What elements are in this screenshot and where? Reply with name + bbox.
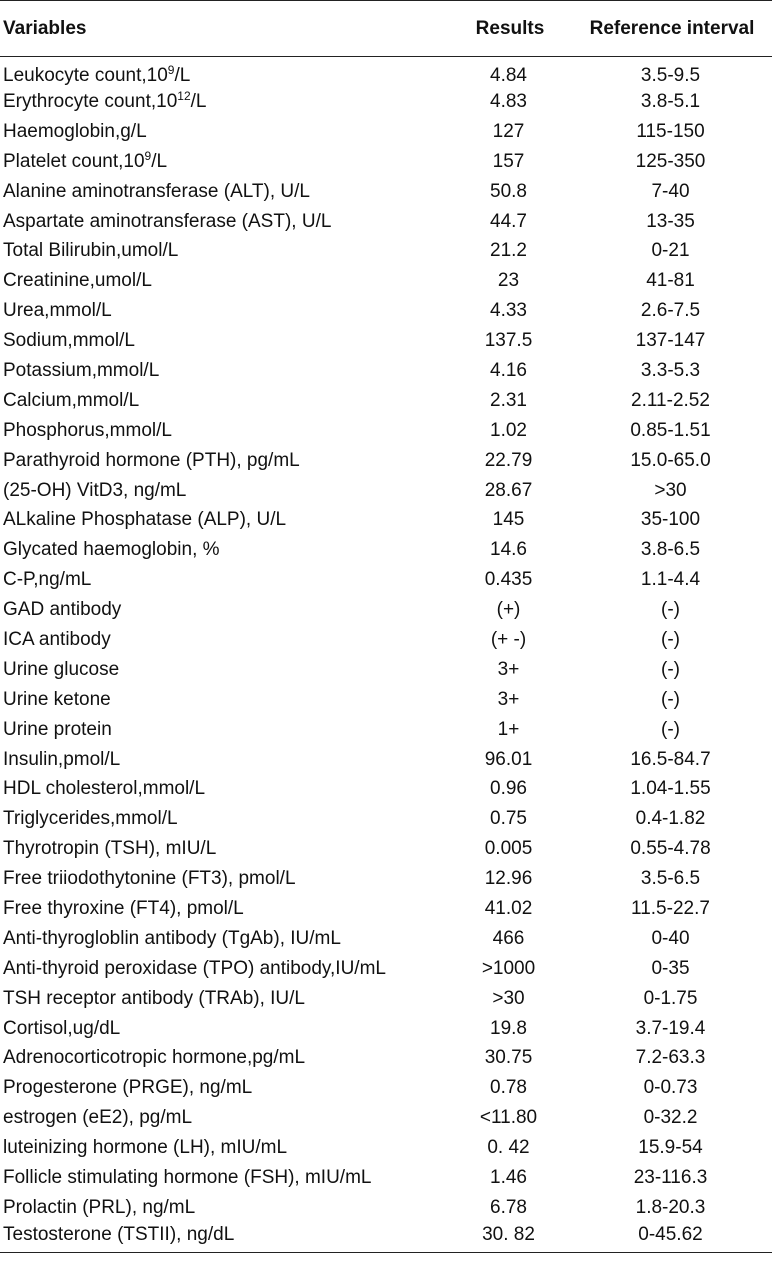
- result-cell: 1.46: [490, 1167, 527, 1188]
- variable-name: Leukocyte count,10: [3, 65, 168, 86]
- table-row: [0, 565, 772, 595]
- table-row: [0, 476, 772, 506]
- variable-cell: [0, 535, 448, 565]
- variable-cell: [0, 715, 448, 745]
- variable-name: Insulin,pmol/L: [3, 748, 121, 770]
- reference-interval-cell: 0-35: [651, 957, 690, 979]
- result-cell: >30: [492, 987, 525, 1009]
- reference-interval-cell: 15.9-54: [638, 1137, 703, 1159]
- variable-cell: [0, 1193, 448, 1223]
- variable-cell: [0, 565, 448, 595]
- variable-name: Potassium,mmol/L: [3, 359, 160, 381]
- result-cell: 14.6: [490, 539, 527, 561]
- variable-cell: [0, 236, 448, 266]
- result-cell: 127: [492, 120, 525, 142]
- reference-interval-cell: (-): [661, 628, 680, 650]
- variable-cell: [0, 984, 448, 1014]
- reference-interval-cell: 0-21: [651, 240, 690, 262]
- variable-name: Testosterone (TSTII), ng/dL: [3, 1223, 235, 1245]
- table-row: [0, 1073, 772, 1103]
- variable-name: Adrenocorticotropic hormone,pg/mL: [3, 1047, 306, 1069]
- table-row: [0, 924, 772, 954]
- result-cell: 0.78: [490, 1077, 527, 1099]
- result-cell: 41.02: [484, 897, 533, 919]
- table-row: [0, 505, 772, 535]
- unit-exponent: 9: [144, 148, 152, 163]
- result-cell: 0.75: [490, 808, 527, 830]
- variable-cell: [0, 745, 448, 775]
- variable-cell: [0, 1073, 448, 1103]
- result-cell: 2.31: [490, 389, 527, 411]
- result-cell: 0. 42: [487, 1137, 530, 1159]
- table-row: [0, 894, 772, 924]
- unit-suffix: /L: [151, 150, 168, 172]
- table-row: [0, 236, 772, 266]
- table-row: [0, 1014, 772, 1044]
- table-row: [0, 535, 772, 565]
- table-row: [0, 57, 772, 88]
- reference-interval-cell: 7-40: [651, 180, 690, 202]
- result-cell: <11.80: [479, 1107, 538, 1129]
- variable-cell: [0, 476, 448, 506]
- reference-interval-cell: 3.8-6.5: [640, 539, 701, 561]
- variable-cell: [0, 864, 448, 894]
- variable-name: Haemoglobin,g/L: [3, 120, 147, 142]
- table-row: [0, 1044, 772, 1074]
- variable-cell: [0, 207, 448, 237]
- variable-cell: [0, 356, 448, 386]
- table-row: [0, 446, 772, 476]
- reference-interval-cell: 137-147: [635, 330, 706, 352]
- reference-interval-cell: 0-45.62: [569, 1223, 772, 1253]
- variable-name: Anti-thyroid peroxidase (TPO) antibody,IU/mL: [3, 957, 386, 979]
- reference-interval-cell: 0-0.73: [643, 1077, 698, 1099]
- table-row: [0, 356, 772, 386]
- result-cell: 12.96: [484, 868, 533, 890]
- table-row: [0, 864, 772, 894]
- result-cell: 0.96: [490, 778, 527, 800]
- table-row: [0, 954, 772, 984]
- variable-cell: [0, 416, 448, 446]
- result-cell: 3+: [497, 688, 520, 710]
- result-cell: 1+: [497, 718, 520, 740]
- table-row: [0, 1133, 772, 1163]
- variable-name: Aspartate aminotransferase (AST), U/L: [3, 210, 332, 232]
- variable-cell: [0, 117, 448, 147]
- variable-name: Follicle stimulating hormone (FSH), mIU/mL: [3, 1167, 372, 1188]
- table-row: [0, 655, 772, 685]
- result-cell: (+ -): [490, 628, 527, 650]
- result-cell: 4.16: [490, 359, 527, 381]
- result-cell: 23: [497, 270, 520, 292]
- table-row: [0, 1103, 772, 1133]
- table-row: [0, 296, 772, 326]
- table-row: [0, 326, 772, 356]
- reference-interval-cell: 0.55-4.78: [630, 838, 711, 860]
- variable-name: HDL cholesterol,mmol/L: [3, 778, 206, 800]
- reference-interval-cell: 1.1-4.4: [640, 569, 701, 591]
- variable-name: Thyrotropin (TSH), mIU/L: [3, 838, 217, 860]
- table-row: [0, 984, 772, 1014]
- table-row: [0, 266, 772, 296]
- result-cell: 50.8: [490, 180, 527, 202]
- variable-cell: [0, 177, 448, 207]
- table-row: [0, 147, 772, 177]
- reference-interval-cell: 0-40: [651, 927, 690, 949]
- variable-name: Urine ketone: [3, 688, 111, 710]
- reference-interval-cell: 35-100: [640, 509, 701, 531]
- variable-cell: [0, 655, 448, 685]
- reference-interval-cell: 23-116.3: [633, 1167, 708, 1188]
- variable-cell: [0, 326, 448, 356]
- variable-name: ICA antibody: [3, 628, 111, 650]
- variable-name: estrogen (eE2), pg/mL: [3, 1107, 193, 1129]
- variable-cell: [0, 266, 448, 296]
- result-cell: 4.84: [490, 65, 527, 86]
- variable-cell: [0, 894, 448, 924]
- variable-name: Erythrocyte count,10: [3, 90, 178, 112]
- result-cell: 3+: [497, 658, 520, 680]
- table-row: [0, 774, 772, 804]
- result-cell: 4.83: [490, 90, 527, 112]
- table-row: [0, 745, 772, 775]
- variable-cell: [0, 1133, 448, 1163]
- table-row: [0, 87, 772, 117]
- unit-suffix: /L: [190, 90, 207, 112]
- table-row: [0, 1163, 772, 1193]
- variable-cell: [0, 505, 448, 535]
- table-row: [0, 177, 772, 207]
- variable-cell: [0, 87, 448, 117]
- variable-name: C-P,ng/mL: [3, 569, 92, 591]
- variable-name: Free triiodothytonine (FT3), pmol/L: [3, 868, 296, 890]
- table-row: [0, 1223, 772, 1253]
- result-cell: 30. 82: [448, 1223, 569, 1253]
- table-row: [0, 804, 772, 834]
- result-cell: 1.02: [490, 419, 527, 441]
- result-cell: 6.78: [490, 1196, 527, 1218]
- result-cell: 145: [492, 509, 525, 531]
- reference-interval-cell: 3.8-5.1: [640, 90, 701, 112]
- variable-cell: [0, 1044, 448, 1074]
- reference-interval-cell: (-): [661, 599, 680, 621]
- table-row: [0, 386, 772, 416]
- variable-cell: [0, 57, 448, 88]
- table-row: [0, 625, 772, 655]
- variable-cell: [0, 685, 448, 715]
- variable-cell: [0, 147, 448, 177]
- reference-interval-cell: 13-35: [646, 210, 695, 232]
- variable-name: Alanine aminotransferase (ALT), U/L: [3, 180, 310, 202]
- variable-name: Prolactin (PRL), ng/mL: [3, 1196, 196, 1218]
- variable-name: Progesterone (PRGE), ng/mL: [3, 1077, 253, 1099]
- variable-name: Glycated haemoglobin, %: [3, 539, 220, 561]
- unit-suffix: /L: [174, 65, 191, 86]
- variable-name: Triglycerides,mmol/L: [3, 808, 178, 830]
- variable-name: Calcium,mmol/L: [3, 389, 140, 411]
- result-cell: 96.01: [484, 748, 533, 770]
- reference-interval-cell: 0-1.75: [643, 987, 698, 1009]
- result-cell: 137.5: [484, 330, 533, 352]
- reference-interval-cell: 15.0-65.0: [630, 449, 711, 471]
- reference-interval-cell: 3.7-19.4: [635, 1017, 706, 1039]
- table-row: [0, 834, 772, 864]
- reference-interval-cell: 11.5-22.7: [631, 897, 710, 919]
- reference-interval-cell: 2.11-2.52: [631, 389, 710, 411]
- result-cell: 157: [492, 150, 525, 172]
- variable-cell: [0, 954, 448, 984]
- table-row: [0, 595, 772, 625]
- variable-cell: [0, 924, 448, 954]
- variable-name: luteinizing hormone (LH), mIU/mL: [3, 1137, 288, 1159]
- variable-cell: [0, 834, 448, 864]
- variable-cell: [0, 296, 448, 326]
- reference-interval-cell: 0-32.2: [643, 1107, 698, 1129]
- result-cell: >1000: [481, 957, 536, 979]
- variable-name: Anti-thyrogloblin antibody (TgAb), IU/mL: [3, 927, 341, 949]
- reference-interval-cell: 1.04-1.55: [630, 778, 711, 800]
- reference-interval-cell: 7.2-63.3: [635, 1047, 706, 1069]
- result-cell: 4.33: [490, 300, 527, 322]
- table-row: [0, 685, 772, 715]
- variable-name: Cortisol,ug/dL: [3, 1017, 121, 1039]
- variable-name: Parathyroid hormone (PTH), pg/mL: [3, 449, 300, 471]
- variable-cell: [0, 446, 448, 476]
- variable-cell: [0, 804, 448, 834]
- result-cell: 0.005: [484, 838, 533, 860]
- reference-interval-cell: 125-350: [635, 150, 706, 172]
- variable-name: Phosphorus,mmol/L: [3, 419, 172, 441]
- header-reference-interval: Reference interval: [569, 1, 772, 57]
- table-row: [0, 416, 772, 446]
- table-header: [0, 1, 772, 57]
- result-cell: 28.67: [484, 479, 533, 501]
- variable-cell: [0, 386, 448, 416]
- variable-cell: [0, 1163, 448, 1193]
- unit-exponent: 9: [167, 63, 175, 77]
- variable-name: Urine protein: [3, 718, 112, 740]
- header-row: [0, 1, 772, 57]
- variable-cell: [0, 595, 448, 625]
- reference-interval-cell: 2.6-7.5: [640, 300, 701, 322]
- variable-name: GAD antibody: [3, 599, 122, 621]
- variable-name: Sodium,mmol/L: [3, 330, 135, 352]
- table-row: [0, 715, 772, 745]
- unit-exponent: 12: [177, 88, 191, 103]
- result-cell: 30.75: [484, 1047, 533, 1069]
- reference-interval-cell: >30: [654, 479, 687, 501]
- result-cell: 44.7: [490, 210, 527, 232]
- result-cell: 0.435: [484, 569, 533, 591]
- variable-cell: [0, 1014, 448, 1044]
- reference-interval-cell: (-): [661, 718, 680, 740]
- reference-interval-cell: 3.3-5.3: [640, 359, 701, 381]
- result-cell: 22.79: [484, 449, 533, 471]
- reference-interval-cell: 3.5-9.5: [640, 65, 701, 86]
- result-cell: (+): [496, 599, 521, 621]
- table-body: [0, 57, 772, 1253]
- reference-interval-cell: 3.5-6.5: [640, 868, 701, 890]
- variable-name: Free thyroxine (FT4), pmol/L: [3, 897, 244, 919]
- table-row: [0, 207, 772, 237]
- variable-name: Creatinine,umol/L: [3, 270, 152, 292]
- result-cell: 21.2: [490, 240, 527, 262]
- variable-name: Platelet count,10: [3, 150, 145, 172]
- reference-interval-cell: 41-81: [646, 270, 695, 292]
- variable-cell: [0, 1103, 448, 1133]
- variable-name: (25-OH) VitD3, ng/mL: [3, 479, 187, 501]
- reference-interval-cell: 0.4-1.82: [635, 808, 706, 830]
- header-results: Results: [448, 1, 569, 57]
- variable-name: Total Bilirubin,umol/L: [3, 240, 179, 262]
- reference-interval-cell: 115-150: [636, 120, 705, 142]
- reference-interval-cell: (-): [661, 688, 680, 710]
- header-variables: Variables: [0, 1, 448, 57]
- result-cell: 466: [492, 927, 525, 949]
- variable-cell: [0, 774, 448, 804]
- reference-interval-cell: 1.8-20.3: [635, 1196, 706, 1218]
- reference-interval-cell: (-): [661, 658, 680, 680]
- variable-name: Urine glucose: [3, 658, 120, 680]
- reference-interval-cell: 0.85-1.51: [630, 419, 711, 441]
- table-row: [0, 117, 772, 147]
- table-row: [0, 1193, 772, 1223]
- result-cell: 19.8: [490, 1017, 527, 1039]
- variable-cell: [0, 625, 448, 655]
- variable-name: Urea,mmol/L: [3, 300, 112, 322]
- variable-cell: [0, 1223, 448, 1253]
- variable-name: TSH receptor antibody (TRAb), IU/L: [3, 987, 305, 1009]
- variable-name: ALkaline Phosphatase (ALP), U/L: [3, 509, 287, 531]
- reference-interval-cell: 16.5-84.7: [630, 748, 711, 770]
